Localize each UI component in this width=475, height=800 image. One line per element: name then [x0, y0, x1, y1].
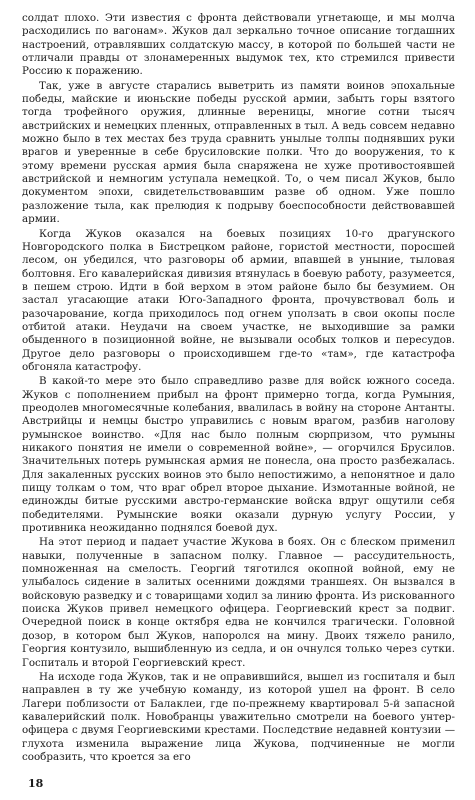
page-number: 18: [28, 776, 44, 790]
paragraph: солдат плохо. Эти известия с фронта действовали угнетающе, и мы молча расходились по вагонам». Жуков дал зеркально точное описание тогдашних настроений, отравлявших солдатскую массу, в которой по большей части не отличали правды от злонамеренных выдумок тех, кто стремился привести Россию к поражению.: [22, 12, 455, 78]
paragraph: На исходе года Жуков, так и не оправившийся, вышел из госпиталя и был направлен в ту же учебную команду, из которой ушел на фронт. В село Лагери поблизости от Балаклеи, где по-прежнему квартировал 5-й запасной кавалерийский полк. Новобранцы уважительно смотрели на боевого унтер-офицера с двумя Георгиевскими крестами. Последствие недавней контузии — глухота изменила выражение лица Жукова, подчиненные не могли сообразить, что кроется за его: [22, 670, 455, 763]
paragraph: Когда Жуков оказался на боевых позициях 10-го драгунского Новгородского полка в Бистрецком районе, гористой местности, поросшей лесом, он убедился, что разговоры об армии, впавшей в уныние, тыловая болтовня. Его кавалерийская дивизия втянулась в боевую работу, разумеется, в пешем строю. Идти в бой верхом в этом районе было бы безумием. Он застал угасающие атаки Юго-Западного фронта, прочувствовал боль и разочарование, когда приходилось под огнем уползать в свои окопы после отбитой атаки. Неудачи на своем участке, не выходившие за рамки обыденного в позиционной войне, не вызывали особых толков и пересудов. Другое дело разговоры о происходившем где-то «там», где катастрофа обгоняла катастрофу.: [22, 227, 455, 373]
paragraph: Так, уже в августе старались выветрить из памяти воинов эпохальные победы, майские и июньские победы русской армии, забыть горы взятого тогда трофейного оружия, длинные вереницы, многие сотни тысяч австрийских и немецких пленных, отправленных в тыл. А ведь совсем недавно можно было в тех местах без труда сравнить унылые толпы поднявших руки врагов и уверенные в себе брусиловские полки. Что до вооружения, то к этому времени русская армия была снаряжена не хуже противостоявшей австрийской и немногим уступала немецкой. То, о чем писал Жуков, было документом эпохи, свидетельствовавшим разве об одном. Уже пошло разложение тыла, как прелюдия к подрыву боеспособности действовавшей армии.: [22, 79, 455, 226]
paragraph: На этот период и падает участие Жукова в боях. Он с блеском применил навыки, полученные в запасном полку. Главное — рассудительность, помноженная на смелость. Георгий тяготился окопной войной, ему не улыбалось сидение в залитых осенними дождями траншеях. Он вызвался в войсковую разведку и с товарищами ходил за линию фронта. Из рискованного поиска Жуков привел немецкого офицера. Георгиевский крест за подвиг. Очередной поиск в конце октября едва не кончился трагически. Головной дозор, в котором был Жуков, напоролся на мину. Двоих тяжело ранило, Георгия контузило, вышибленную из седла, и он очнулся только через сутки. Госпиталь и второй Георгиевский крест.: [22, 536, 455, 669]
paragraph: В какой-то мере это было справедливо разве для войск южного соседа. Жуков с пополнением прибыл на фронт примерно тогда, когда Румыния, преодолев многомесячные колебания, ввалилась в войну на стороне Антанты. Австрийцы и немцы быстро управились с новым врагом, разбив наголову румынское воинство. «Для нас было полным сюрпризом, что румыны никакого понятия не имели о современной войне», — огорчился Брусилов. Значительных потерь румынская армия не понесла, она просто разбежалась. Для закаленных русских воинов это было непостижимо, а непонятное и дало пищу толкам о том, что враг обрел второе дыхание. Измотанные войной, не единожды битые русскими австро-германские войска вдруг ощутили себя победителями. Румынские вояки оказали дурную услугу России, у противника неожиданно поднялся боевой дух.: [22, 375, 455, 535]
